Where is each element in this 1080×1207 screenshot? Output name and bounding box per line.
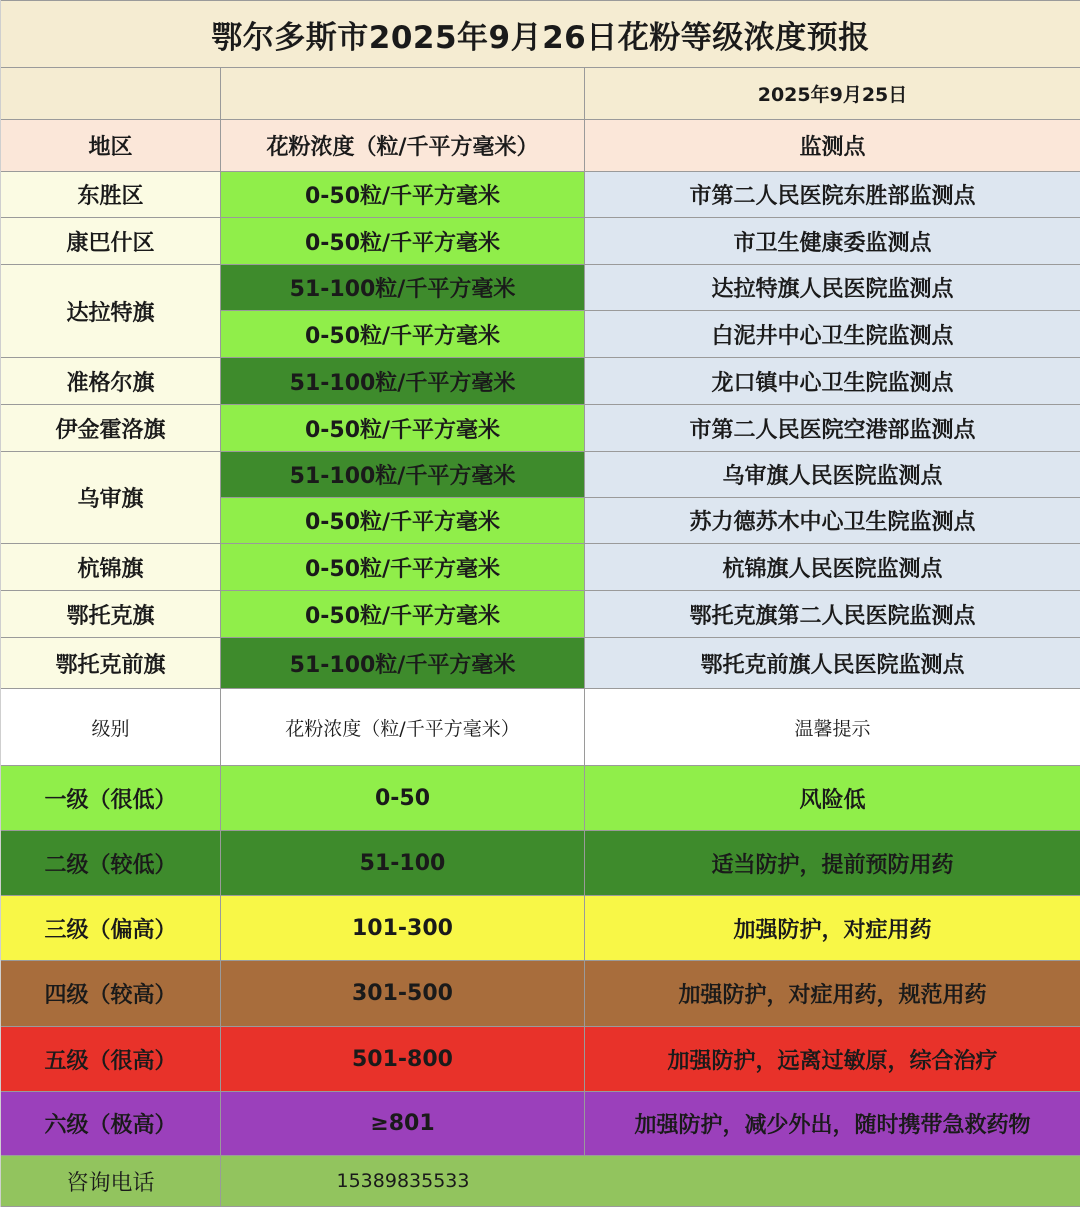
legend-header-concentration: 花粉浓度（粒/千平方毫米）	[221, 689, 585, 766]
legend-level: 二级（较低）	[1, 831, 221, 896]
concentration-value: 0-50粒/千平方毫米	[221, 544, 585, 591]
region-name: 乌审旗	[1, 452, 221, 544]
concentration-value: 51-100粒/千平方毫米	[221, 265, 585, 311]
station-name: 杭锦旗人民医院监测点	[585, 544, 1080, 591]
footer-phone-cell	[221, 1156, 1080, 1207]
region-name: 鄂托克前旗	[1, 638, 221, 689]
legend-row	[1, 1027, 1080, 1092]
legend-range: 0-50	[221, 766, 585, 831]
legend-header-row	[1, 689, 1080, 766]
concentration-value: 51-100粒/千平方毫米	[221, 358, 585, 405]
region-name: 鄂托克旗	[1, 591, 221, 638]
legend-tip: 加强防护，对症用药，规范用药	[585, 961, 1080, 1027]
concentration-value: 0-50粒/千平方毫米	[221, 218, 585, 265]
legend-row	[1, 961, 1080, 1027]
legend-level: 五级（很高）	[1, 1027, 221, 1092]
table-row	[1, 638, 1080, 689]
concentration-value: 0-50粒/千平方毫米	[221, 311, 585, 358]
title-row	[1, 0, 1080, 68]
legend-row	[1, 1092, 1080, 1156]
header-station: 监测点	[585, 120, 1080, 172]
region-name: 伊金霍洛旗	[1, 405, 221, 452]
table-row	[1, 405, 1080, 452]
station-name: 鄂托克前旗人民医院监测点	[585, 638, 1080, 689]
region-name: 东胜区	[1, 172, 221, 218]
date-label: 2025年9月25日	[585, 68, 1080, 120]
legend-range: 51-100	[221, 831, 585, 896]
footer-label: 咨询电话	[1, 1156, 221, 1207]
legend-header-level: 级别	[1, 689, 221, 766]
table-row	[1, 591, 1080, 638]
legend-row	[1, 831, 1080, 896]
date-row-empty-cell-2	[221, 68, 585, 120]
region-name: 准格尔旗	[1, 358, 221, 405]
concentration-value: 0-50粒/千平方毫米	[221, 172, 585, 218]
legend-row	[1, 766, 1080, 831]
concentration-value: 51-100粒/千平方毫米	[221, 638, 585, 689]
region-name: 杭锦旗	[1, 544, 221, 591]
region-name: 康巴什区	[1, 218, 221, 265]
legend-level: 一级（很低）	[1, 766, 221, 831]
table-row-group	[1, 265, 1080, 358]
legend-tip: 加强防护，减少外出，随时携带急救药物	[585, 1092, 1080, 1156]
legend-range: ≥801	[221, 1092, 585, 1156]
station-name: 市卫生健康委监测点	[585, 218, 1080, 265]
footer-row	[1, 1156, 1080, 1207]
concentration-value: 0-50粒/千平方毫米	[221, 405, 585, 452]
table-row-group	[1, 452, 1080, 544]
table-row	[1, 172, 1080, 218]
concentration-value: 0-50粒/千平方毫米	[221, 591, 585, 638]
legend-level: 三级（偏高）	[1, 896, 221, 961]
legend-tip: 适当防护，提前预防用药	[585, 831, 1080, 896]
station-name: 龙口镇中心卫生院监测点	[585, 358, 1080, 405]
table-header-row	[1, 120, 1080, 172]
legend-row	[1, 896, 1080, 961]
legend-tip: 加强防护，远离过敏原，综合治疗	[585, 1027, 1080, 1092]
station-name: 市第二人民医院空港部监测点	[585, 405, 1080, 452]
legend-header-tip: 温馨提示	[585, 689, 1080, 766]
header-region: 地区	[1, 120, 221, 172]
concentration-value: 0-50粒/千平方毫米	[221, 498, 585, 544]
station-name: 达拉特旗人民医院监测点	[585, 265, 1080, 311]
concentration-value: 51-100粒/千平方毫米	[221, 452, 585, 498]
date-row	[1, 68, 1080, 120]
footer-phone: 15389835533	[336, 1170, 470, 1192]
legend-tip: 风险低	[585, 766, 1080, 831]
legend-tip: 加强防护，对症用药	[585, 896, 1080, 961]
station-name: 市第二人民医院东胜部监测点	[585, 172, 1080, 218]
date-row-empty-cell-1	[1, 68, 221, 120]
page-title: 鄂尔多斯市2025年9月26日花粉等级浓度预报	[1, 0, 1080, 68]
table-row	[1, 358, 1080, 405]
legend-level: 四级（较高）	[1, 961, 221, 1027]
legend-range: 301-500	[221, 961, 585, 1027]
station-name: 苏力德苏木中心卫生院监测点	[585, 498, 1080, 544]
table-row	[1, 218, 1080, 265]
header-concentration: 花粉浓度（粒/千平方毫米）	[221, 120, 585, 172]
legend-range: 501-800	[221, 1027, 585, 1092]
region-name: 达拉特旗	[1, 265, 221, 358]
station-name: 白泥井中心卫生院监测点	[585, 311, 1080, 358]
legend-level: 六级（极高）	[1, 1092, 221, 1156]
table-row	[1, 544, 1080, 591]
station-name: 鄂托克旗第二人民医院监测点	[585, 591, 1080, 638]
station-name: 乌审旗人民医院监测点	[585, 452, 1080, 498]
legend-range: 101-300	[221, 896, 585, 961]
